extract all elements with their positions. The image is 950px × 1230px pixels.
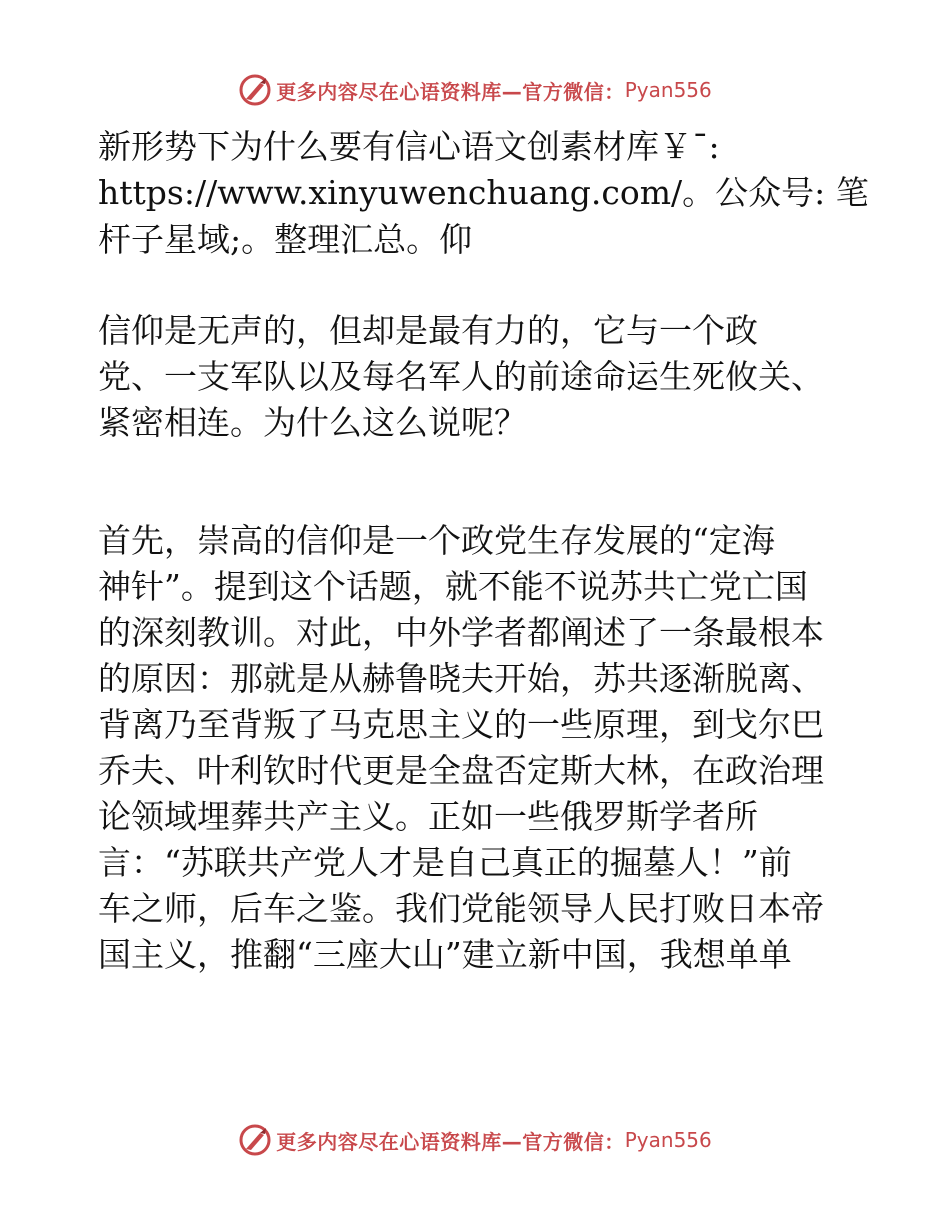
text-line: 论领域埋葬共产主义。正如一些俄罗斯学者所	[98, 797, 758, 836]
text-line: 首先，崇高的信仰是一个政党生存发展的“定海	[98, 521, 775, 560]
text-line: 的深刻教训。对此，中外学者都阐述了一条最根本	[98, 613, 824, 652]
text-line: 的原因：那就是从赫鲁晓夫开始，苏共逐渐脱离、	[98, 659, 824, 698]
paragraph-faith	[98, 308, 858, 484]
text-line: 新形势下为什么要有信心语文创素材库￥¯:	[98, 127, 720, 166]
text-line: 信仰是无声的，但却是最有力的，它与一个政	[98, 311, 758, 350]
text-line: 背离乃至背叛了马克思主义的一些原理，到戈尔巴	[98, 705, 824, 744]
text-line: 党、一支军队以及每名军人的前途命运生死攸关、	[98, 357, 824, 396]
banner-text: 更多内容尽在心语资料库—官方微信：	[276, 79, 625, 104]
text-line: https://www.xinyuwenchuang.com/。公众号: 笔	[98, 173, 869, 212]
banner-wechat-id: Pyan556	[624, 78, 712, 102]
text-line: 神针”。提到这个话题，就不能不说苏共亡党亡国	[98, 567, 808, 606]
paragraph-intro	[98, 124, 869, 294]
footer-banner	[0, 1120, 950, 1160]
banner-text: 更多内容尽在心语资料库—官方微信：	[276, 1129, 625, 1154]
text-line: 乔夫、叶利钦时代更是全盘否定斯大林，在政治理	[98, 751, 824, 790]
banner-wechat-id: Pyan556	[624, 1128, 712, 1152]
text-line: 杆子星域;。整理汇总。仰	[98, 220, 473, 259]
header-banner	[0, 70, 950, 110]
paragraph-first-reason	[98, 518, 858, 978]
document-body	[98, 124, 869, 978]
text-line: 国主义，推翻“三座大山”建立新中国，我想单单	[98, 935, 792, 974]
quill-logo-icon	[238, 1123, 272, 1157]
text-line: 车之师，后车之鉴。我们党能领导人民打败日本帝	[98, 889, 824, 928]
text-line: 紧密相连。为什么这么说呢？	[98, 403, 527, 442]
text-line: 言：“苏联共产党人才是自己真正的掘墓人！”前	[98, 843, 792, 882]
quill-logo-icon	[238, 73, 272, 107]
